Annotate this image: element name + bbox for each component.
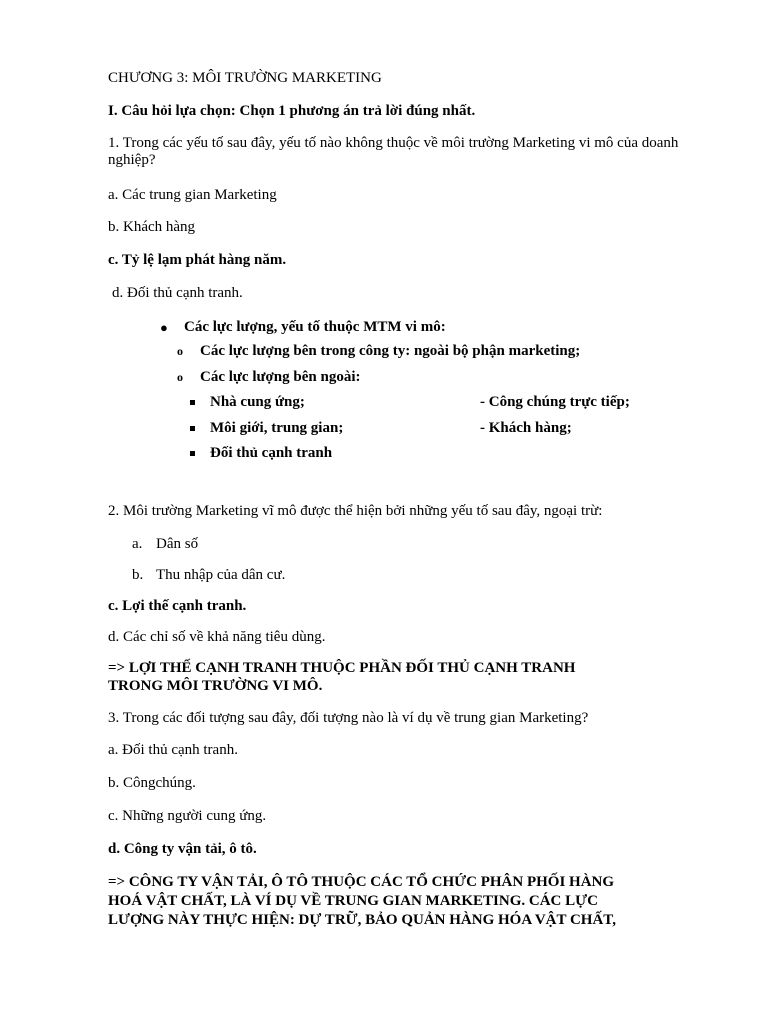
q2-option-a: Dân số bbox=[156, 536, 199, 552]
q1-question: 1. Trong các yếu tố sau đây, yếu tố nào không thuộc về môi trường Marketing vi mô của doanh nghiệp? bbox=[108, 135, 679, 168]
section-title: I. Câu hỏi lựa chọn: Chọn 1 phương án trả lời đúng nhất. bbox=[108, 103, 476, 119]
bullet-square-icon bbox=[190, 426, 195, 431]
q3-explanation-line2: HOÁ VẬT CHẤT, LÀ VÍ DỤ VỀ TRUNG GIAN MARKETING. CÁC LỰC bbox=[108, 893, 598, 909]
notes-internal: Các lực lượng bên trong công ty: ngoài bộ phận marketing; bbox=[200, 343, 581, 359]
q1-option-a: a. Các trung gian Marketing bbox=[108, 187, 277, 203]
chapter-title: CHƯƠNG 3: MÔI TRƯỜNG MARKETING bbox=[108, 70, 382, 86]
bullet-square-icon bbox=[190, 400, 195, 405]
q3-question: 3. Trong các đối tượng sau đây, đối tượng nào là ví dụ về trung gian Marketing? bbox=[108, 710, 589, 726]
notes-item-supplier: Nhà cung ứng; bbox=[210, 394, 305, 410]
q2-option-d: d. Các chỉ số về khả năng tiêu dùng. bbox=[108, 629, 326, 645]
notes-external: Các lực lượng bên ngoài: bbox=[200, 369, 361, 385]
q3-option-b: b. Côngchúng. bbox=[108, 775, 196, 791]
q2-option-a-marker: a. bbox=[132, 536, 143, 552]
q1-option-d: d. Đối thủ cạnh tranh. bbox=[112, 285, 243, 301]
bullet-disc-icon: ● bbox=[160, 320, 168, 335]
q2-explanation-line2: TRONG MÔI TRƯỜNG VI MÔ. bbox=[108, 678, 323, 694]
q1-option-c-answer: c. Tỷ lệ lạm phát hàng năm. bbox=[108, 252, 287, 268]
bullet-circle-icon: o bbox=[177, 370, 183, 384]
notes-item-customer: - Khách hàng; bbox=[480, 420, 572, 436]
notes-item-public: - Công chúng trực tiếp; bbox=[480, 394, 630, 410]
q2-explanation-line1: => LỢI THẾ CẠNH TRANH THUỘC PHẦN ĐỐI THỦ CẠNH TRANH bbox=[108, 660, 576, 676]
bullet-circle-icon: o bbox=[177, 344, 183, 358]
q2-option-b: Thu nhập của dân cư. bbox=[156, 567, 286, 583]
q2-question: 2. Môi trường Marketing vĩ mô được thể hiện bởi những yếu tố sau đây, ngoại trừ: bbox=[108, 503, 603, 519]
q3-option-c: c. Những người cung ứng. bbox=[108, 808, 267, 824]
q3-explanation-line3: LƯỢNG NÀY THỰC HIỆN: DỰ TRỮ, BẢO QUẢN HÀNG HÓA VẬT CHẤT, bbox=[108, 912, 616, 928]
q3-explanation-line1: => CÔNG TY VẬN TẢI, Ô TÔ THUỘC CÁC TỔ CHỨC PHÂN PHỐI HÀNG bbox=[108, 874, 615, 890]
bullet-square-icon bbox=[190, 451, 195, 456]
notes-main: Các lực lượng, yếu tố thuộc MTM vi mô: bbox=[184, 319, 446, 335]
q2-option-b-marker: b. bbox=[132, 567, 144, 583]
q3-option-d-answer: d. Công ty vận tải, ô tô. bbox=[108, 841, 257, 857]
q3-option-a: a. Đối thủ cạnh tranh. bbox=[108, 742, 238, 758]
q2-option-c-answer: c. Lợi thế cạnh tranh. bbox=[108, 598, 247, 614]
q1-option-b: b. Khách hàng bbox=[108, 219, 196, 235]
notes-item-competitor: Đối thủ cạnh tranh bbox=[210, 445, 333, 461]
notes-item-intermediary: Môi giới, trung gian; bbox=[210, 420, 344, 436]
